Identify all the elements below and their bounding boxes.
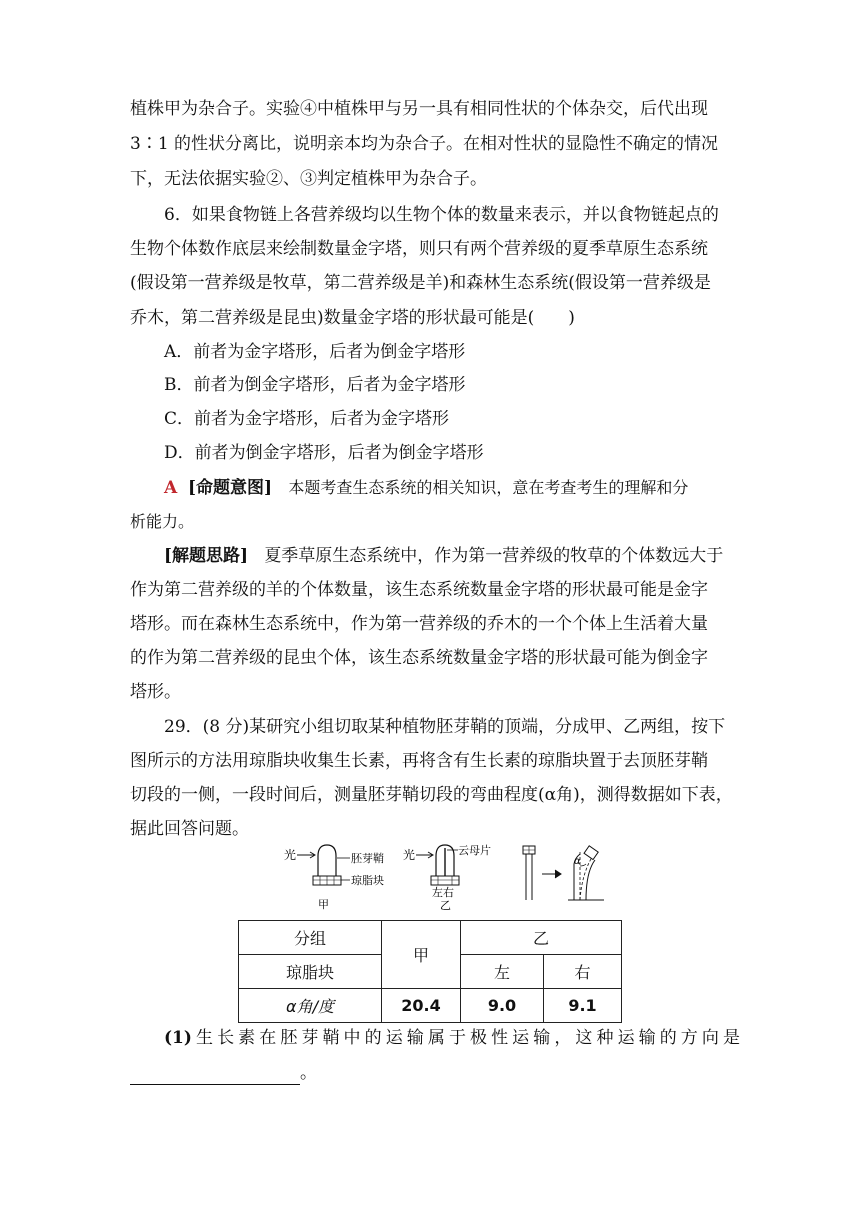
intent-text: 本题考查生态系统的相关知识，意在考查考生的理解和分 <box>288 478 689 497</box>
data-table <box>238 920 622 1023</box>
subquestion-1 <box>164 1026 740 1050</box>
subquestion-1-char: ， <box>554 1028 572 1048</box>
subquestion-1-char: 属 <box>427 1028 445 1048</box>
subquestion-1-char: 方 <box>680 1028 698 1048</box>
question-6-stem: 6．如果食物链上各营养级均以生物个体的数量来表示，并以食物链起点的 <box>164 205 719 225</box>
experiment-figure <box>0 842 860 912</box>
text-line: 下，无法依据实验②、③判定植株甲为杂合子。 <box>130 169 487 189</box>
table-header-group: 分组 <box>239 921 382 955</box>
table-cell-a: 20.4 <box>382 989 461 1023</box>
mica-label: 云母片 <box>458 844 491 857</box>
thought-text: 塔形。而在森林生态系统中，作为第一营养级的乔木的一个个体上生活着大量 <box>130 614 708 634</box>
coleoptile-label: 胚芽鞘 <box>351 852 384 865</box>
subquestion-1-char: 的 <box>659 1028 677 1048</box>
answer-blank[interactable] <box>130 1066 300 1085</box>
subquestion-1-char: 芽 <box>301 1028 319 1048</box>
subquestion-1-char: 种 <box>596 1028 614 1048</box>
option-a: A．前者为金字塔形，后者为倒金字塔形 <box>164 342 466 362</box>
answer-letter: A <box>164 478 178 498</box>
table-cell-left: 9.0 <box>461 989 544 1023</box>
agar-label: 琼脂块 <box>351 874 384 887</box>
agar-block-tilted <box>584 846 598 860</box>
option-d: D．前者为倒金字塔形，后者为倒金字塔形 <box>164 443 484 463</box>
subquestion-1-char: 极 <box>470 1028 488 1048</box>
alpha-arc <box>580 864 586 866</box>
option-b: B．前者为倒金字塔形，后者为金字塔形 <box>164 375 466 395</box>
question-29-stem: 图所示的方法用琼脂块收集生长素，再将含有生长素的琼脂块置于去顶胚芽鞘 <box>130 751 708 771</box>
intent-label: [命题意图] <box>188 478 273 498</box>
subquestion-1-char: 性 <box>491 1028 509 1048</box>
coleoptile-shape <box>318 845 336 876</box>
subquestion-1-char: 这 <box>575 1028 593 1048</box>
subquestion-1-char: 的 <box>364 1028 382 1048</box>
subquestion-1-char: 运 <box>385 1028 403 1048</box>
subquestion-1-char: 于 <box>448 1028 466 1048</box>
coleoptile-segment <box>526 854 532 900</box>
table-header-right: 右 <box>544 955 622 989</box>
thought-text: 塔形。 <box>130 682 181 702</box>
question-6-stem: 乔木，第二营养级是昆虫)数量金字塔的形状最可能是( ) <box>130 308 575 328</box>
subquestion-1-char: 中 <box>343 1028 361 1048</box>
answer-line <box>164 476 774 500</box>
subquestion-1-char: (1) <box>164 1028 192 1048</box>
agar-block <box>431 876 459 885</box>
subquestion-1-char: 生 <box>196 1028 213 1048</box>
subquestion-1-char: 长 <box>217 1028 235 1048</box>
table-header-b: 乙 <box>461 921 622 955</box>
intent-text: 析能力。 <box>130 512 195 531</box>
bend-reference <box>580 854 594 900</box>
group-b-label: 乙 <box>440 899 451 912</box>
subquestion-1-char: 运 <box>617 1028 635 1048</box>
light-label: 光 <box>403 848 416 862</box>
question-6-stem: (假设第一营养级是牧草，第二营养级是羊)和森林生态系统(假设第一营养级是 <box>130 273 711 293</box>
table-row-label <box>239 989 382 1023</box>
question-29-stem: 29．(8 分)某研究小组切取某种植物胚芽鞘的顶端，分成甲、乙两组，按下 <box>164 717 726 737</box>
thought-text: 作为第二营养级的羊的个体数量，该生态系统数量金字塔的形状最可能是金字 <box>130 580 708 600</box>
thought-line <box>164 544 774 568</box>
subquestion-1-char: 输 <box>406 1028 424 1048</box>
text-line: 植株甲为杂合子。实验④中植株甲与另一具有相同性状的个体杂交，后代出现 <box>130 99 708 119</box>
subquestion-1-char: 向 <box>701 1028 719 1048</box>
table-header-a: 甲 <box>382 921 461 989</box>
question-6-stem: 生物个体数作底层来绘制数量金字塔，则只有两个营养级的夏季草原生态系统 <box>130 239 708 259</box>
subquestion-1-char: 运 <box>512 1028 530 1048</box>
subquestion-1-char: 胚 <box>280 1028 298 1048</box>
period: 。 <box>300 1063 317 1083</box>
group-a-label: 甲 <box>318 898 329 911</box>
table-cell-right: 9.1 <box>544 989 622 1023</box>
ratio-text: 3∶1 的性状分离比，说明亲本均为杂合子。在相对性状的显隐性不确定的情况 <box>130 134 719 154</box>
bent-coleoptile-right <box>586 860 595 900</box>
question-29-stem: 切段的一侧，一段时间后，测量胚芽鞘切段的弯曲程度(α角)，测得数据如下表， <box>130 785 733 805</box>
subquestion-1-char: 输 <box>638 1028 656 1048</box>
subquestion-1-char: 鞘 <box>322 1028 340 1048</box>
subquestion-1-char: 输 <box>533 1028 551 1048</box>
arrowhead <box>555 870 561 878</box>
table-header-agar: 琼脂块 <box>239 955 382 989</box>
option-c: C．前者为金字塔形，后者为金字塔形 <box>164 409 450 429</box>
text-line <box>130 132 740 156</box>
table-header-left: 左 <box>461 955 544 989</box>
question-29-stem: 据此回答问题。 <box>130 819 249 839</box>
thought-text: 的作为第二营养级的昆虫个体，该生态系统数量金字塔的形状最可能为倒金字 <box>130 648 708 668</box>
light-label: 光 <box>284 848 297 862</box>
alpha-angle-label: α角/度 <box>286 997 334 1016</box>
answer-blank-line <box>130 1061 740 1085</box>
subquestion-1-char: 是 <box>722 1028 740 1048</box>
left-right-label: 左右 <box>432 886 454 899</box>
subquestion-1-char: 在 <box>259 1028 277 1048</box>
alpha-label: α <box>574 856 581 867</box>
thought-label: [解题思路] <box>164 546 249 566</box>
thought-text: 夏季草原生态系统中，作为第一营养级的牧草的个体数远大于 <box>264 546 724 566</box>
subquestion-1-char: 素 <box>238 1028 256 1048</box>
